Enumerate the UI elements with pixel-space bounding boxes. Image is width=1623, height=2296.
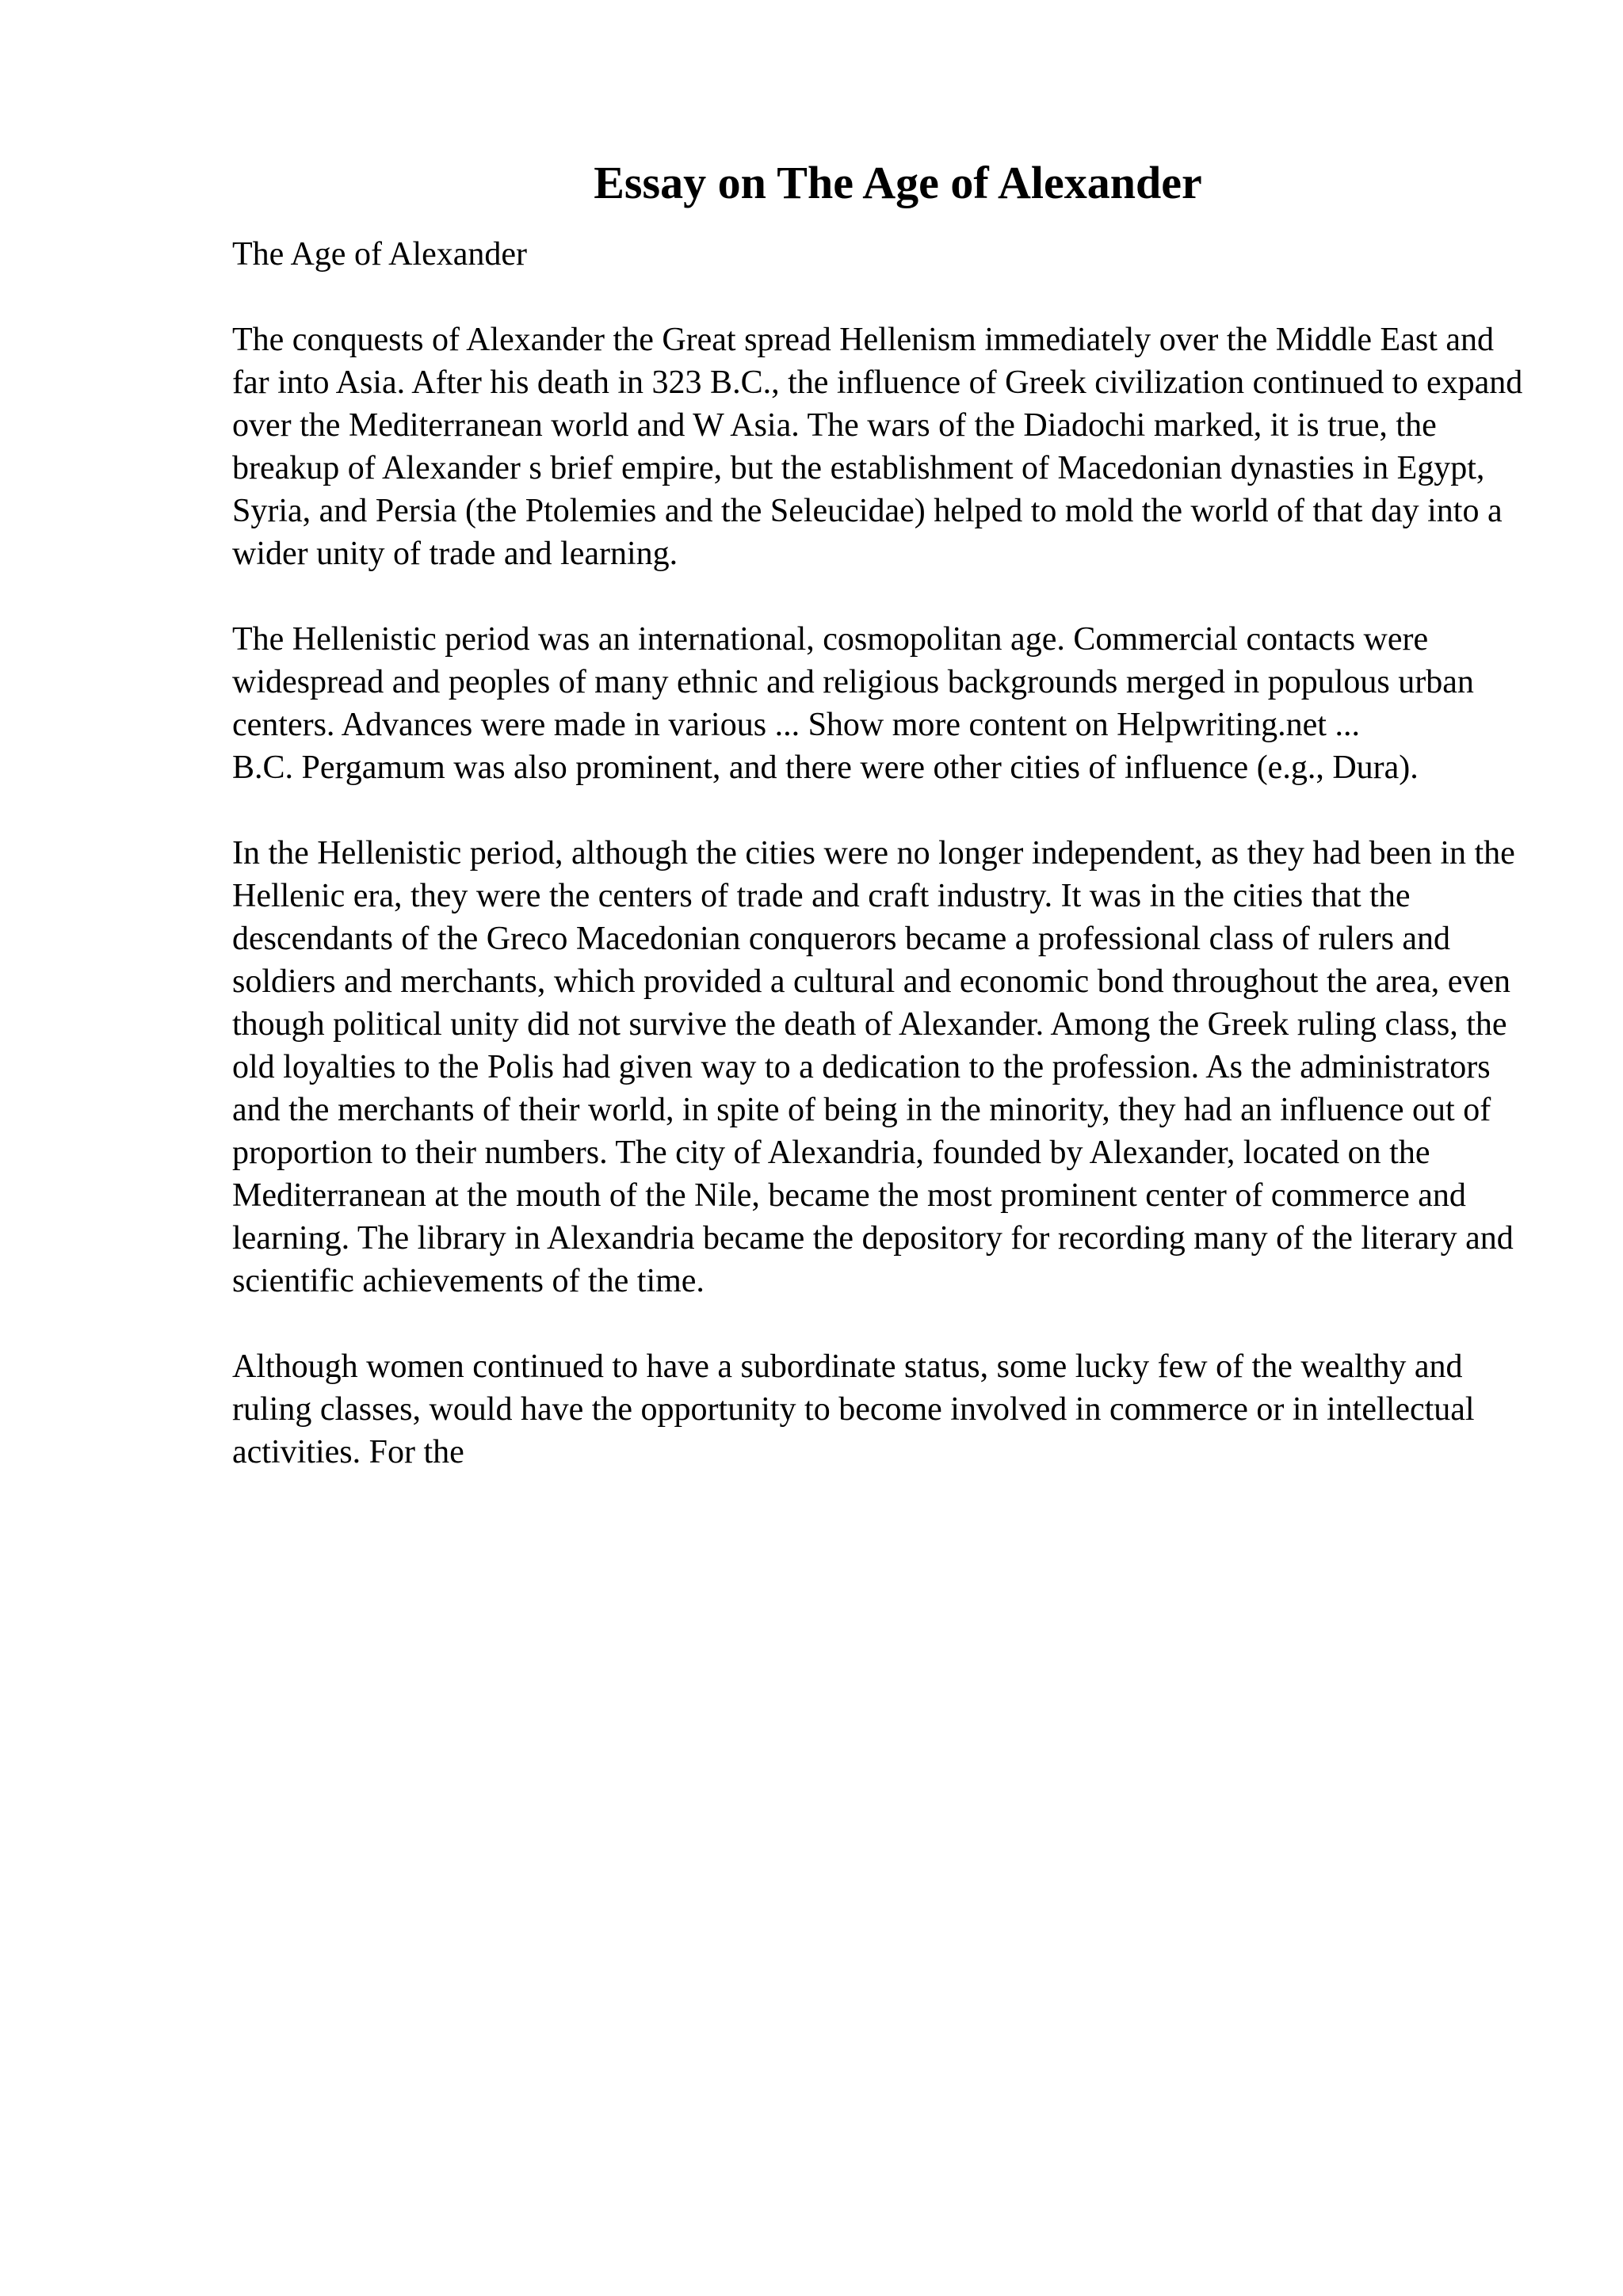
paragraph-hellenistic-period: The Hellenistic period was an international, cosmopolitan age. Commercial contacts were widespread and peoples of many ethnic and religious backgrounds merged in populous urban centers. Advances were made in various ... Show more content on Helpwriting.net ... bbox=[232, 621, 1474, 743]
page-title: Essay on The Age of Alexander bbox=[594, 157, 1202, 208]
document-content bbox=[232, 151, 1532, 1516]
paragraph-cities: In the Hellenistic period, although the cities were no longer independent, as they had been in the Hellenic era, they were the centers of trade and craft industry. It was in the cities that the descendants of the Greco Macedonian conquerors became a professional class of rulers and soldiers and merchants, which provided a cultural and economic bond throughout the area, even though political unity did not survive the death of Alexander. Among the Greek ruling class, the old loyalties to the Polis had given way to a dedication to the profession. As the administrators and the merchants of their world, in spite of being in the minority, they had an influence out of proportion to their numbers. The city of Alexandria, founded by Alexander, located on the Mediterranean at the mouth of the Nile, became the most prominent center of commerce and learning. The library in Alexandria became the depository for recording many of the literary and scientific achievements of the time. bbox=[232, 835, 1515, 1299]
paragraph-women: Although women continued to have a subordinate status, some lucky few of the wealthy and ruling classes, would have the opportunity to become involved in commerce or in intellectual activities. For the bbox=[232, 1348, 1475, 1470]
essay-subtitle: The Age of Alexander bbox=[232, 236, 528, 273]
paragraph-conquests: The conquests of Alexander the Great spread Hellenism immediately over the Middle East and far into Asia. After his death in 323 B.C., the influence of Greek civilization continued to expand over the Mediterranean world and W Asia. The wars of the Diadochi marked, it is true, the breakup of Alexander s brief empire, but the establishment of Macedonian dynasties in Egypt, Syria, and Persia (the Ptolemies and the Seleucidae) helped to mold the world of that day into a wider unity of trade and learning. bbox=[232, 322, 1523, 572]
paragraph-pergamum: B.C. Pergamum was also prominent, and there were other cities of influence (e.g., Dura). bbox=[232, 749, 1419, 786]
